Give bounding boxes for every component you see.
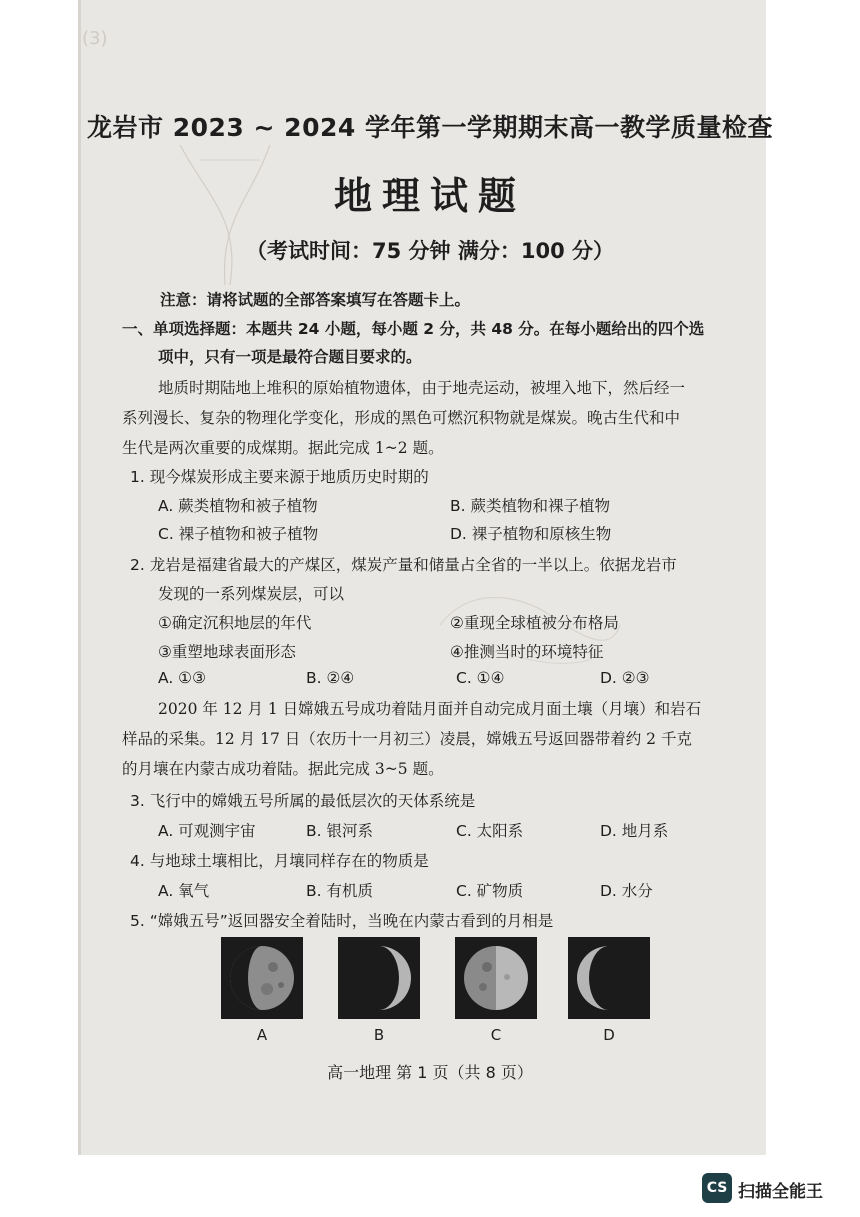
- question-4-option-c: C. 矿物质: [456, 882, 524, 900]
- camscanner-watermark: 扫描全能王: [738, 1182, 823, 1202]
- question-2-option-a: A. ①③: [158, 669, 206, 687]
- question-3-option-c: C. 太阳系: [456, 822, 524, 840]
- question-3-option-d: D. 地月系: [600, 822, 669, 840]
- passage1-line2: 系列漫长、复杂的物理化学变化，形成的黑色可燃沉积物就是煤炭。晚古生代和中: [122, 409, 681, 427]
- question-4-option-d: D. 水分: [600, 882, 653, 900]
- passage2-line1: 2020 年 12 月 1 日嫦娥五号成功着陆月面并自动完成月面土壤（月壤）和岩石: [158, 700, 702, 718]
- question-3-option-a: A. 可观测宇宙: [158, 822, 256, 840]
- moon-phase-image-b: [338, 937, 420, 1019]
- question-2-statement-1: ①确定沉积地层的年代: [158, 614, 312, 632]
- waning-gibbous-moon-icon: [221, 937, 303, 1019]
- exam-title: 龙岩市 2023 ~ 2024 学年第一学期期末高一教学质量检查: [87, 113, 773, 142]
- passage2-line2: 样品的采集。12 月 17 日（农历十一月初三）凌晨，嫦娥五号返回器带着约 2 千克: [122, 730, 692, 748]
- question-2-statement-2: ②重现全球植被分布格局: [450, 614, 619, 632]
- question-1-option-c: C. 裸子植物和被子植物: [158, 525, 319, 543]
- subject-title: 地理试题: [333, 174, 526, 218]
- question-5-stem: 5. “嫦娥五号”返回器安全着陆时，当晚在内蒙古看到的月相是: [130, 912, 554, 930]
- moon-label-d: D: [603, 1026, 615, 1044]
- passage1-line3: 生代是两次重要的成煤期。据此完成 1~2 题。: [122, 439, 444, 457]
- question-4-stem: 4. 与地球土壤相比，月壤同样存在的物质是: [130, 852, 429, 870]
- waxing-crescent-moon-icon: [338, 937, 420, 1019]
- moon-label-a: A: [256, 1026, 268, 1044]
- moon-phase-image-d: [568, 937, 650, 1019]
- question-2-option-b: B. ②④: [306, 669, 355, 687]
- waning-crescent-moon-icon: [568, 937, 650, 1019]
- question-1-stem: 1. 现今煤炭形成主要来源于地质历史时期的: [130, 468, 429, 486]
- question-2-stem-line2: 发现的一系列煤炭层，可以: [158, 585, 345, 603]
- bleed-through-mark: (3): [82, 28, 108, 49]
- question-4-option-b: B. 有机质: [306, 882, 373, 900]
- question-2-statement-4: ④推测当时的环境特征: [450, 643, 604, 661]
- question-2-statement-3: ③重塑地球表面形态: [158, 643, 296, 661]
- exam-info: （考试时间：75 分钟 满分：100 分）: [246, 239, 614, 263]
- question-3-stem: 3. 飞行中的嫦娥五号所属的最低层次的天体系统是: [130, 792, 476, 810]
- moon-phase-image-c: [455, 937, 537, 1019]
- notice: 注意：请将试题的全部答案填写在答题卡上。: [160, 291, 471, 309]
- page-footer: 高一地理 第 1 页（共 8 页）: [327, 1063, 533, 1082]
- section-heading-line2: 项中，只有一项是最符合题目要求的。: [158, 348, 422, 366]
- passage1-line1: 地质时期陆地上堆积的原始植物遗体，由于地壳运动，被埋入地下，然后经一: [158, 379, 686, 397]
- question-2-option-d: D. ②③: [600, 669, 650, 687]
- section-heading-line1: 一、单项选择题：本题共 24 小题，每小题 2 分，共 48 分。在每小题给出的四个选: [122, 320, 705, 338]
- camscanner-logo-icon: CS: [702, 1173, 732, 1203]
- passage2-line3: 的月壤在内蒙古成功着陆。据此完成 3~5 题。: [122, 760, 444, 778]
- question-2-stem-line1: 2. 龙岩是福建省最大的产煤区，煤炭产量和储量占全省的一半以上。依据龙岩市: [130, 556, 677, 574]
- question-4-option-a: A. 氧气: [158, 882, 210, 900]
- moon-label-b: B: [373, 1026, 385, 1044]
- question-1-option-a: A. 蕨类植物和被子植物: [158, 497, 318, 515]
- question-1-option-b: B. 蕨类植物和裸子植物: [450, 497, 610, 515]
- moon-phase-image-a: [221, 937, 303, 1019]
- half-moon-icon: [455, 937, 537, 1019]
- moon-label-c: C: [490, 1026, 502, 1044]
- question-3-option-b: B. 银河系: [306, 822, 373, 840]
- question-1-option-d: D. 裸子植物和原核生物: [450, 525, 612, 543]
- question-2-option-c: C. ①④: [456, 669, 505, 687]
